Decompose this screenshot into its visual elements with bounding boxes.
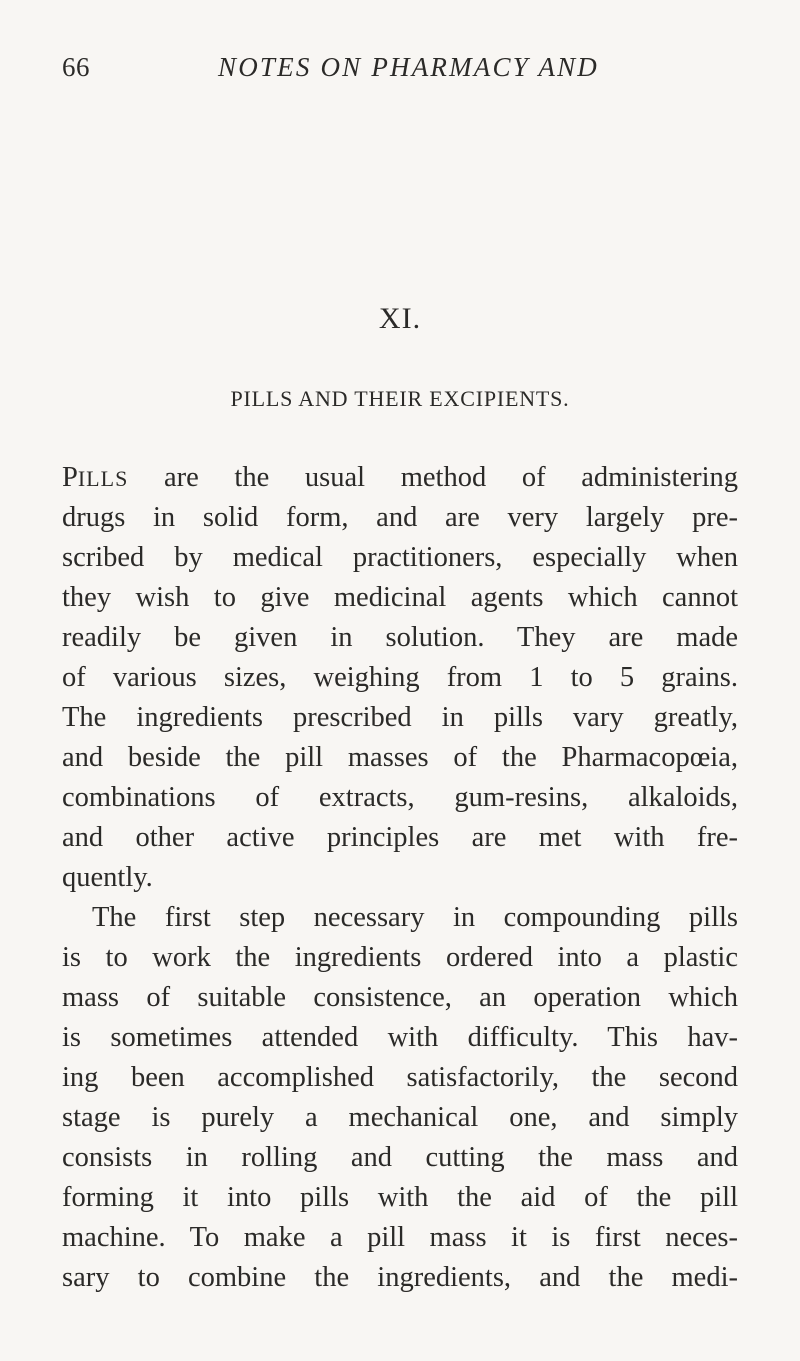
text-line: mass of suitable consistence, an operation which: [62, 982, 738, 1013]
text-line: is sometimes attended with difficulty. This hav-: [62, 1022, 738, 1053]
text-line: drugs in solid form, and are very largely pre-: [62, 502, 738, 533]
text-line: of various sizes, weighing from 1 to 5 grains.: [62, 662, 738, 693]
lead-word-capital: P: [62, 462, 78, 493]
text-line: forming it into pills with the aid of the pill: [62, 1182, 738, 1213]
text-line: is to work the ingredients ordered into a plastic: [62, 942, 738, 973]
text-line: consists in rolling and cutting the mass and: [62, 1142, 738, 1173]
text-line: The ingredients prescribed in pills vary greatly,: [62, 702, 738, 733]
line-1-text: are the usual method of administering: [128, 462, 738, 493]
chapter-title: PILLS AND THEIR EXCIPIENTS.: [230, 386, 570, 411]
running-head: NOTES ON PHARMACY AND: [218, 52, 599, 82]
text-line: and other active principles are met with fre-: [62, 822, 738, 853]
text-line: sary to combine the ingredients, and the medi-: [62, 1262, 738, 1293]
text-line: machine. To make a pill mass it is first neces-: [62, 1222, 738, 1253]
text-line: ing been accomplished satisfactorily, the second: [62, 1062, 738, 1093]
text-line-paragraph-end: quently.: [62, 862, 153, 893]
lead-word-small-caps: ILLS: [77, 466, 129, 491]
page-number: 66: [62, 52, 90, 82]
text-line-paragraph-start: The first step necessary in compounding pills: [92, 902, 738, 933]
text-line: scribed by medical practitioners, especially when: [62, 542, 738, 573]
text-line: [62, 458, 738, 498]
text-line: stage is purely a mechanical one, and simply: [62, 1102, 738, 1133]
text-line: and beside the pill masses of the Pharmacopœia,: [62, 742, 738, 773]
body-text: [62, 458, 738, 1298]
text-line: they wish to give medicinal agents which cannot: [62, 582, 738, 613]
text-line: combinations of extracts, gum-resins, alkaloids,: [62, 782, 738, 813]
text-line: readily be given in solution. They are made: [62, 622, 738, 653]
chapter-number: XI.: [378, 302, 422, 335]
